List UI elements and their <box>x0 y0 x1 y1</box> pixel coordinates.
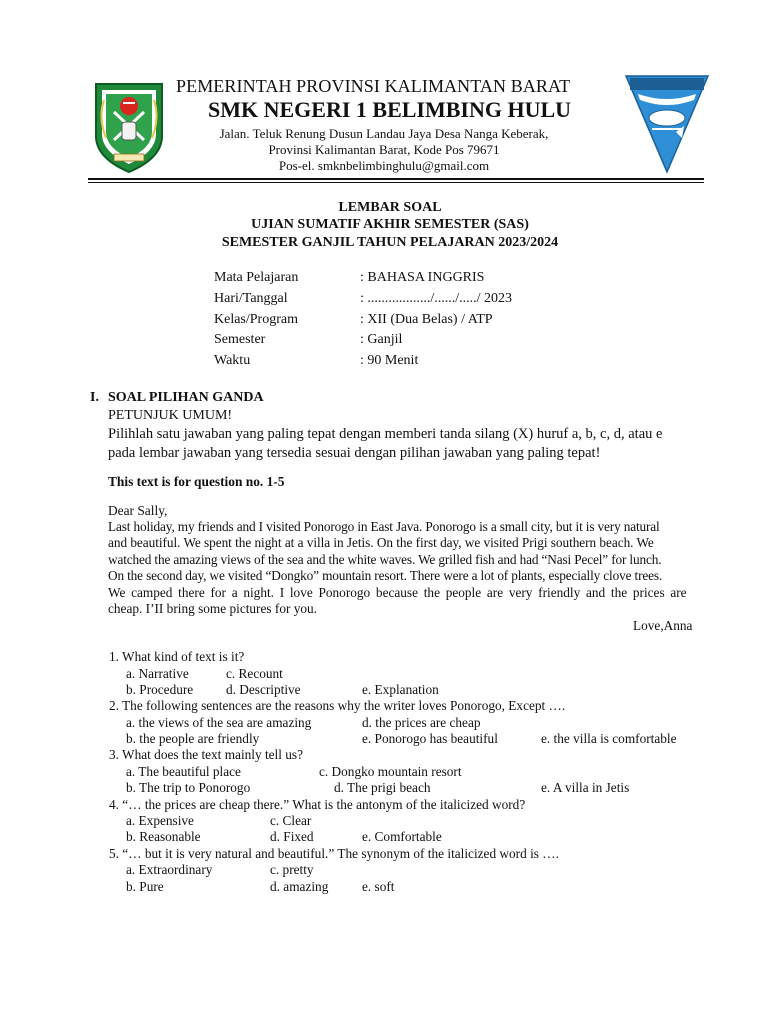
title-line-1: LEMBAR SOAL <box>338 200 442 215</box>
option: a. Narrative <box>126 666 189 681</box>
option: a. Extraordinary <box>126 862 213 877</box>
section-subheading: PETUNJUK UMUM! <box>108 408 233 423</box>
info-label: Semester <box>214 332 266 347</box>
info-value: : ................../....../...../ 2023 <box>360 291 513 306</box>
info-label: Kelas/Program <box>214 312 298 327</box>
option: e. the villa is comfortable <box>541 731 677 746</box>
school-name: SMK NEGERI 1 BELIMBING HULU <box>208 97 572 122</box>
text-reference: This text is for question no. 1-5 <box>108 474 285 489</box>
option: c. pretty <box>270 862 314 877</box>
option: a. Expensive <box>126 813 194 828</box>
option: e. soft <box>362 879 395 894</box>
option: b. The trip to Ponorogo <box>126 780 251 795</box>
info-label: Waktu <box>214 353 251 368</box>
title-line-2: UJIAN SUMATIF AKHIR SEMESTER (SAS) <box>251 217 529 232</box>
question-stem: 3. What does the text mainly tell us? <box>109 747 303 762</box>
letter-line: cheap. I’II bring some pictures for you. <box>108 601 317 616</box>
option: b. Reasonable <box>126 829 201 844</box>
option: d. the prices are cheap <box>362 715 481 730</box>
email-line: Pos-el. smknbelimbinghulu@gmail.com <box>278 158 490 173</box>
question-stem: 1. What kind of text is it? <box>109 649 245 664</box>
section-heading: SOAL PILIHAN GANDA <box>108 390 264 405</box>
section-number: I. <box>90 390 99 405</box>
option: d. Fixed <box>270 829 314 844</box>
option: c. Recount <box>226 666 283 681</box>
option: d. amazing <box>270 879 329 894</box>
option: c. Clear <box>270 813 312 828</box>
option: b. Pure <box>126 879 164 894</box>
info-label: Mata Pelajaran <box>214 270 299 285</box>
title-line-3: SEMESTER GANJIL TAHUN PELAJARAN 2023/2024 <box>221 235 559 250</box>
option: a. the views of the sea are amazing <box>126 715 312 730</box>
option: a. The beautiful place <box>126 764 241 779</box>
letter-line: watched the amazing views of the sea and the white waves. We grilled fish and had “Nasi Pecel” for lunch. <box>108 552 662 567</box>
instruction-line-2: pada lembar jawaban yang tersedia sesuai dengan pilihan jawaban yang paling tepat! <box>108 445 601 461</box>
letter-greeting: Dear Sally, <box>108 503 168 518</box>
option: d. The prigi beach <box>334 780 431 795</box>
option: d. Descriptive <box>226 682 301 697</box>
letter-line: Last holiday, my friends and I visited Ponorogo in East Java. Ponorogo is a small city, but it is very natural <box>108 519 660 534</box>
info-value: : BAHASA INGGRIS <box>360 270 485 285</box>
info-value: : XII (Dua Belas) / ATP <box>360 312 493 327</box>
letter-closing: Love,Anna <box>633 618 693 633</box>
address-line-2: Provinsi Kalimantan Barat, Kode Pos 79671 <box>268 142 500 157</box>
option: b. the people are friendly <box>126 731 260 746</box>
option: e. A villa in Jetis <box>541 780 630 795</box>
letter-line: We camped there for a night. I love Ponorogo because the people are very friendly and the prices are <box>108 585 687 600</box>
option: e. Explanation <box>362 682 439 697</box>
info-value: : Ganjil <box>360 332 403 347</box>
header-divider-thin <box>88 182 704 183</box>
option: e. Comfortable <box>362 829 442 844</box>
letter-line: On the second day, we visited “Dongko” mountain resort. There were a lot of plants, especially clove trees. <box>108 568 663 583</box>
question-stem: 4. “… the prices are cheap there.” What is the antonym of the italicized word? <box>109 797 526 812</box>
government-name: PEMERINTAH PROVINSI KALIMANTAN BARAT <box>176 76 571 96</box>
instruction-line-1: Pilihlah satu jawaban yang paling tepat dengan memberi tanda silang (X) huruf a, b, c, d, atau e <box>108 426 663 442</box>
question-stem: 2. The following sentences are the reasons why the writer loves Ponorogo, Except …. <box>109 698 566 713</box>
question-stem: 5. “… but it is very natural and beautiful.” The synonym of the italicized word is …. <box>109 846 559 861</box>
header-divider <box>88 178 704 180</box>
letter-line: and beautiful. We spent the night at a villa in Jetis. On the first day, we visited Prigi southern beach. We <box>108 535 654 550</box>
info-value: : 90 Menit <box>360 353 419 368</box>
address-line-1: Jalan. Teluk Renung Dusun Landau Jaya Desa Nanga Keberak, <box>219 126 549 141</box>
option: c. Dongko mountain resort <box>319 764 462 779</box>
info-label: Hari/Tanggal <box>214 291 288 306</box>
option: e. Ponorogo has beautiful <box>362 731 498 746</box>
option: b. Procedure <box>126 682 194 697</box>
